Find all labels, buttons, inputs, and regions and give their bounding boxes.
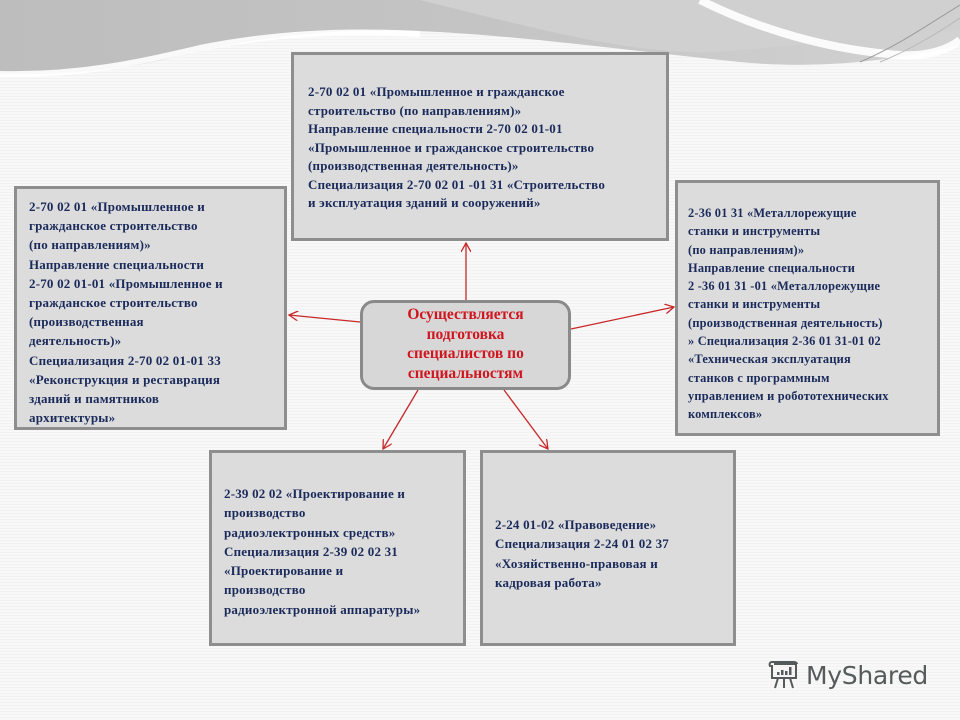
specialty-box-radioelectronics xyxy=(209,450,466,646)
box-text-line: производство xyxy=(224,582,306,598)
box-text-line: деятельность)» xyxy=(29,333,122,349)
box-text-line: 2-39 02 02 «Проектирование и xyxy=(224,486,406,501)
box-text-line: зданий и памятников xyxy=(29,391,160,407)
center-node xyxy=(360,300,571,390)
box-text-line: комплексов» xyxy=(688,407,763,422)
myshared-watermark[interactable] xyxy=(768,657,928,693)
box-text-line: архитектуры» xyxy=(29,410,116,426)
box-text-line: 2-70 02 01-01 «Промышленное и xyxy=(29,275,223,291)
box-text-line: Направление специальности 2-70 02 01-01 xyxy=(308,121,563,136)
box-text-line: Специализация 2-39 02 02 31 xyxy=(224,543,398,559)
box-text-line: «Хозяйственно-правовая и xyxy=(495,555,658,571)
box-text-line: управлением и робототехнических xyxy=(688,388,889,403)
box-text-line: «Техническая эксплуатация xyxy=(688,352,851,367)
box-text-line: «Проектирование и xyxy=(224,563,344,579)
center-text-line: подготовка xyxy=(426,325,505,343)
box-text-line: станки и инструменты xyxy=(688,224,821,239)
center-text-line: специальностям xyxy=(407,364,524,382)
box-text-line: гражданское строительство xyxy=(29,218,198,234)
box-text-line: и эксплуатация зданий и сооружений» xyxy=(308,195,541,210)
box-text-line: производство xyxy=(224,505,306,521)
box-text-line: 2-36 01 31 «Металлорежущие xyxy=(688,206,857,220)
box-text-line: (производственная xyxy=(29,314,144,330)
specialty-box-reconstruction xyxy=(14,186,287,430)
box-text-line: Специализация 2-24 01 02 37 xyxy=(495,536,669,552)
box-text-line: Направление специальности xyxy=(29,256,205,272)
box-text-line: радиоэлектронной аппаратуры» xyxy=(224,601,421,617)
box-text-line: кадровая работа» xyxy=(495,574,602,590)
box-text-line: Специализация 2-70 02 01-01 33 xyxy=(29,352,221,368)
specialty-box-civil-construction xyxy=(291,52,669,241)
box-text-line: 2-24 01-02 «Правоведение» xyxy=(495,517,657,532)
box-text-line: (по направлениям)» xyxy=(688,242,805,257)
box-text-line: 2-70 02 01 «Промышленное и xyxy=(29,199,205,214)
box-text-line: » Специализация 2-36 01 31-01 02 xyxy=(688,334,881,349)
specialty-box-metal-cutting xyxy=(675,180,940,436)
box-text-line: (производственная деятельность) xyxy=(688,315,883,330)
box-text-line: строительство (по направлениям)» xyxy=(308,102,522,118)
box-text-line: (по направлениям)» xyxy=(29,237,151,253)
box-text-line: 2-70 02 01 «Промышленное и гражданское xyxy=(308,84,565,99)
box-text-line: Специализация 2-70 02 01 -01 31 «Строительство xyxy=(308,176,606,192)
watermark-text: MyShared xyxy=(806,660,928,690)
box-text-line: станки и инструменты xyxy=(688,297,821,312)
specialty-box-law xyxy=(480,450,736,646)
box-text-line: станков с программным xyxy=(688,370,830,385)
box-text-line: «Реконструкция и реставрация xyxy=(29,371,221,387)
center-text-line: Осуществляется xyxy=(407,306,524,323)
box-text-line: «Промышленное и гражданское строительство xyxy=(308,139,595,155)
box-text-line: Направление специальности xyxy=(688,260,856,275)
box-text-line: гражданское строительство xyxy=(29,295,198,311)
box-text-line: (производственная деятельность)» xyxy=(308,158,519,173)
box-text-line: радиоэлектронных средств» xyxy=(224,524,396,540)
box-text-line: 2 -36 01 31 -01 «Металлорежущие xyxy=(688,279,881,294)
presentation-board-icon xyxy=(768,658,800,692)
center-text-line: специалистов по xyxy=(407,345,524,362)
